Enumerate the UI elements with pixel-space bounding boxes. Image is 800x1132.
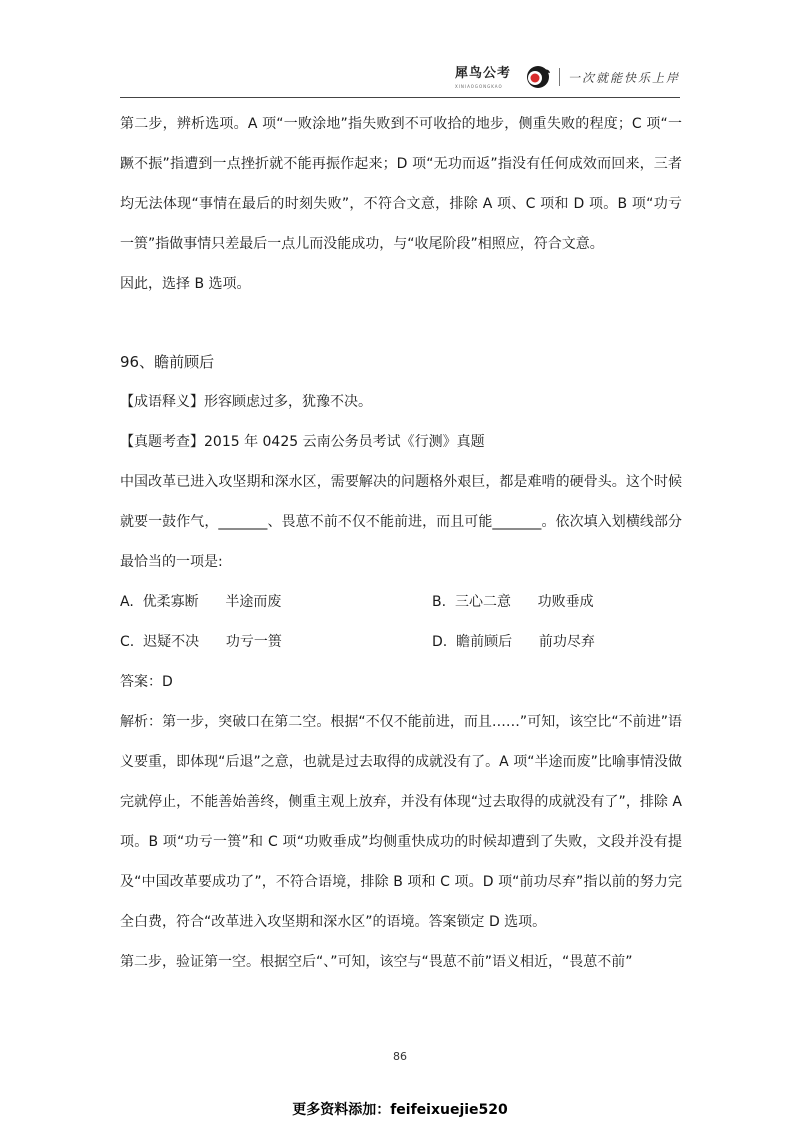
logo-separator — [559, 68, 560, 86]
question-text: 中国改革已进入攻坚期和深水区，需要解决的问题格外艰巨，都是难啃的硬骨头。这个时候就要一鼓作气，_______、畏葸不前不仅不能前进，而且可能_______。依次填入划横线部分最恰当的一项是: — [120, 474, 682, 570]
brand-subtitle: XINIAOGONGKAO — [454, 84, 503, 89]
footer-note: 更多资料添加：feifeixuejie520 — [292, 1102, 508, 1118]
bird-logo-icon — [525, 64, 551, 90]
idiom-definition: 【成语释义】形容顾虑过多，犹豫不决。 — [120, 394, 372, 410]
option-c: C. 迟疑不决 功亏一篑 — [120, 634, 282, 650]
logo-wordmark — [455, 62, 523, 92]
exam-source: 【真题考查】2015 年 0425 云南公务员考试《行测》真题 — [120, 434, 485, 450]
brand-name: 犀鸟公考 — [454, 66, 511, 81]
section-title: 96、瞻前顾后 — [120, 353, 215, 371]
page-header — [120, 58, 680, 98]
paragraph-conclusion: 因此，选择 B 选项。 — [120, 276, 251, 292]
header-rule — [120, 97, 680, 98]
option-list — [120, 582, 682, 662]
page-number: 86 — [393, 1050, 407, 1063]
option-d: D. 瞻前顾后 前功尽弃 — [432, 634, 595, 650]
analysis-step1: 解析：第一步，突破口在第二空。根据“不仅不能前进，而且……”可知，该空比“不前进”语义要重，即体现“后退”之意，也就是过去取得的成就没有了。A 项“半途而废”比喻事情没做完就停止，不能善始善终，侧重主观上放弃，并没有体现“过去取得的成就没有了”，排除 A 项。B 项“功亏一篑”和 C 项“功败垂成”均侧重快成功的时候却遭到了失败，文段并没有提及“中国改革要成功了”，不符合语境，排除 B 项和 C 项。D 项“前功尽弃”指以前的努力完全白费，符合“改革进入攻坚期和深水区”的语境。答案锁定 D 选项。 — [120, 714, 682, 930]
option-b: B. 三心二意 功败垂成 — [432, 594, 594, 610]
paragraph-step2: 第二步，辨析选项。A 项“一败涂地”指失败到不可收拾的地步，侧重失败的程度；C 项“一蹶不振”指遭到一点挫折就不能再振作起来；D 项“无功而返”指没有任何成效而回来，三者均无法体现“事情在最后的时刻失败”，不符合文意，排除 A 项、C 项和 D 项。B 项“功亏一篑”指做事情只差最后一点儿而没能成功，与“收尾阶段”相照应，符合文意。 — [120, 116, 682, 252]
answer: 答案：D — [120, 674, 173, 690]
brand-logo — [455, 62, 680, 92]
slogan: 一次就能快乐上岸 — [567, 70, 680, 85]
analysis-step2: 第二步，验证第一空。根据空后“、”可知，该空与“畏葸不前”语义相近，“畏葸不前” — [120, 954, 633, 970]
page-content — [120, 104, 682, 982]
option-a: A. 优柔寡断 半途而废 — [120, 594, 282, 610]
